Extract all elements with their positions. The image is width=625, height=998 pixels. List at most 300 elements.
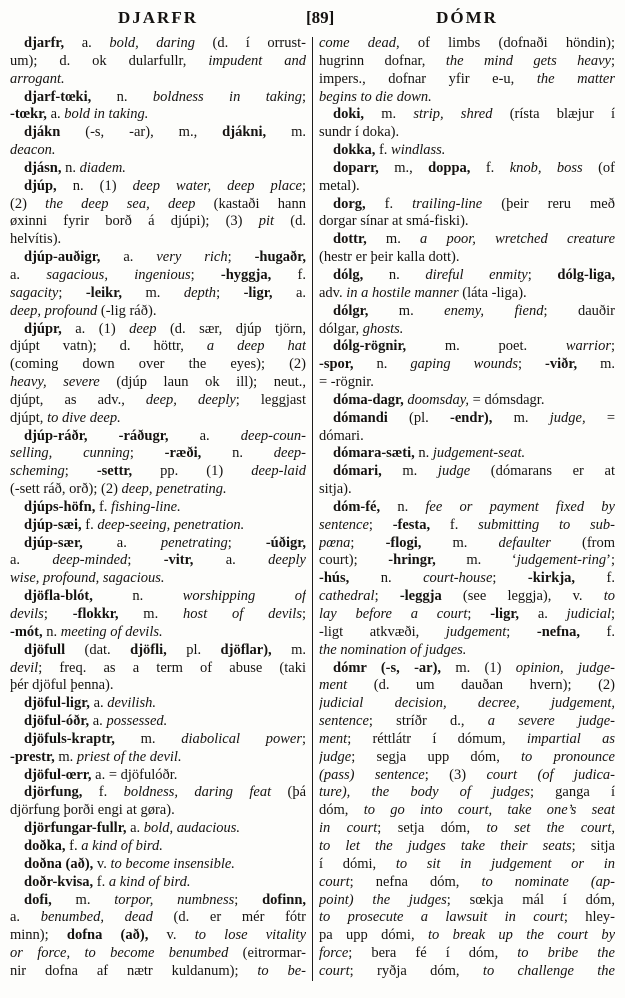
text-line (10, 802, 306, 820)
headword-text: doki, (333, 106, 365, 123)
body-text: a. (46, 106, 65, 123)
headword-text: doðka, (24, 837, 66, 854)
headword-text: -vitr, (163, 552, 194, 569)
headword-text: -viðr, (545, 356, 578, 373)
body-text: ; (234, 891, 263, 908)
body-text: = (585, 409, 615, 426)
body-text: (see leggja), v. (441, 588, 604, 605)
gloss-text: very rich (156, 249, 228, 266)
body-text: f. (375, 142, 392, 159)
body-text: m. (266, 124, 306, 141)
headword-text: dofna (að), (66, 927, 149, 944)
body-text: n. (42, 623, 61, 640)
body-text: m. (492, 409, 550, 426)
body-text: of limbs (dofnaði höndin); (399, 35, 615, 51)
headword-text: dóma-dagr, (333, 391, 404, 408)
text-line (10, 535, 306, 553)
body-text: v. (93, 855, 111, 872)
gloss-text: judicial decision, decree, judgement, (319, 695, 615, 712)
headword-text: djarf-tœki, (24, 88, 92, 105)
gloss-text: to be- (257, 962, 306, 979)
body-text: ; (64, 463, 97, 480)
body-text: (-lig ráð). (97, 302, 157, 319)
body-text: pp. (1) (132, 463, 252, 480)
headword-text: djörfungar-fullr, (24, 820, 127, 837)
body-text: n. (414, 445, 433, 462)
gloss-text: doomsday, (407, 391, 470, 408)
body-text: f. (82, 784, 124, 801)
text-line (319, 53, 615, 71)
headword-text: dólgr, (333, 302, 369, 319)
text-line (319, 713, 615, 731)
body-text: a. (1) (61, 320, 130, 337)
headword-text: djákni, (222, 124, 267, 141)
body-text: (rísta blæjur í (492, 106, 615, 123)
gloss-text: devil (10, 659, 39, 676)
body-text: court); (319, 552, 389, 569)
text-body (0, 28, 625, 987)
gloss-text: bold, daring (109, 35, 195, 51)
headword-text: doðr-kvisa, (24, 873, 94, 890)
text-line (10, 660, 306, 678)
text-line (10, 731, 306, 749)
gloss-text: deacon. (10, 142, 56, 159)
body-text: (pl. (387, 409, 451, 426)
headword-text: dokka, (333, 142, 376, 159)
running-header (0, 0, 625, 28)
header-first-headword: DJARFR (118, 8, 198, 27)
body-text: ; (190, 266, 221, 283)
text-line (10, 71, 306, 89)
body-text: djúpt vatn); d. höttr, (10, 338, 207, 355)
gloss-text: court (319, 962, 350, 979)
headword-text: -ligr, (490, 606, 520, 622)
body-text: þér djöful þenna). (10, 677, 114, 694)
text-line (319, 410, 615, 428)
body-text: a. (193, 552, 269, 569)
gloss-text: point) the judges (319, 891, 447, 908)
gloss-text: to nominate (ap- (481, 873, 615, 890)
text-line (10, 606, 306, 624)
headword-text: djúp-sær, (24, 534, 83, 551)
text-line (10, 106, 306, 124)
headword-text: djúp-ráðr, -ráðugr, (24, 427, 169, 444)
body-text: f. (81, 516, 98, 533)
headword-text: -tœkr, (10, 106, 47, 123)
gloss-text: to let the judges take their seats (319, 837, 572, 854)
text-line (319, 124, 615, 142)
gloss-text: deep-minded (52, 552, 128, 569)
headword-text: dólg-rögnir, (333, 338, 407, 355)
body-text: ; (127, 552, 164, 569)
text-line (319, 535, 615, 553)
body-text: n. (61, 159, 80, 176)
text-line (319, 71, 615, 89)
body-text: n. (353, 356, 411, 373)
text-line (10, 196, 306, 214)
headword-text: -hringr, (388, 552, 436, 569)
body-text: a. (64, 35, 110, 51)
body-text: (láta -liga). (458, 284, 527, 301)
headword-text: -leggja (399, 588, 442, 605)
gloss-text: fishing-line. (111, 498, 181, 515)
body-text: m. ‘ (435, 552, 517, 569)
gloss-text: to bribe the (517, 945, 615, 962)
body-text: a. (10, 552, 53, 569)
gloss-text: devilish. (107, 695, 156, 712)
gloss-text: deep (129, 320, 157, 337)
gloss-text: ment (319, 730, 348, 747)
text-line (319, 927, 615, 945)
body-text: n. (1) (56, 177, 133, 194)
text-line (10, 267, 306, 285)
body-text: dorgar sínar at smá-fiski). (319, 213, 469, 230)
gloss-text: pœna (319, 534, 351, 551)
headword-text: djúps-höfn, (24, 498, 96, 515)
gloss-text: enemy, fiend (444, 302, 544, 319)
body-text: ; (3) (424, 766, 487, 783)
text-line (319, 909, 615, 927)
body-text: ; (374, 588, 400, 605)
headword-text: -endr), (450, 409, 493, 426)
headword-text: -úðigr, (265, 534, 306, 551)
gloss-text: to go into court, take one’s seat (363, 802, 615, 819)
headword-text: dómari, (333, 463, 382, 480)
body-text: f. (470, 159, 510, 176)
body-text: a. (519, 606, 567, 622)
text-line (319, 499, 615, 517)
text-line (319, 677, 615, 695)
body-text: djúpt, (10, 409, 48, 426)
text-line (10, 624, 306, 642)
body-text: djörfung þorði engi at gøra). (10, 802, 175, 819)
text-line (319, 695, 615, 713)
gloss-text: the deep sea, deep (45, 195, 196, 212)
body-text: a. (10, 909, 41, 926)
gloss-text: to become insensible. (110, 855, 235, 872)
gloss-text: penetrating (160, 534, 228, 551)
gloss-text: direful enmity (425, 266, 528, 283)
gloss-text: to sit in judgement or in (395, 855, 615, 872)
body-text: n. (201, 445, 274, 462)
gloss-text: possessed. (106, 713, 168, 730)
left-column (10, 35, 306, 987)
headword-text: -leikr, (85, 284, 122, 301)
body-text: a. (168, 427, 241, 444)
text-line (319, 321, 615, 339)
text-line (10, 428, 306, 446)
gloss-text: to (603, 588, 615, 605)
text-line (319, 820, 615, 838)
body-text: m. (366, 231, 421, 248)
headword-text: dofi, (24, 891, 52, 908)
body-text: m. (1) (441, 659, 516, 676)
gloss-text: deep, penetrating. (121, 481, 227, 498)
text-line (10, 53, 306, 71)
text-line (319, 588, 615, 606)
gloss-text: pit (258, 213, 275, 230)
text-line (10, 142, 306, 160)
text-line (319, 481, 615, 499)
gloss-text: judge, (549, 409, 586, 426)
headword-text: doparr, (333, 159, 379, 176)
body-text: a. = djöfulóðr. (91, 766, 178, 783)
body-text: um); d. ok dularfullr, (10, 52, 209, 69)
body-text: ; stríðr d., (368, 713, 488, 730)
headword-text: djúp-sæi, (24, 516, 82, 533)
gloss-text: court (of judica- (486, 766, 615, 783)
headword-text: dómr (-s, -ar), (333, 659, 442, 676)
text-line (10, 374, 306, 392)
gloss-text: to dive deep. (47, 409, 121, 426)
gloss-text: windlass. (391, 142, 446, 159)
text-line (10, 767, 306, 785)
headword-text: -hugaðr, (254, 249, 306, 266)
gloss-text: lay before a court (319, 606, 468, 622)
headword-text: dorg, (333, 195, 366, 212)
text-line (319, 463, 615, 481)
body-text: ; freq. as a term of abuse (taki (38, 659, 306, 676)
body-text: ; ryðja dóm, (349, 962, 483, 979)
headword-text: -nefna, (536, 623, 580, 640)
headword-text: doðna (að), (24, 855, 94, 872)
body-text: (hestr er þeir kalla dott). (319, 249, 460, 266)
body-text: (d. er mér fótr (152, 909, 306, 926)
body-text: f. (95, 498, 112, 515)
text-line (319, 660, 615, 678)
text-line (319, 338, 615, 356)
headword-text: dottr, (333, 231, 367, 248)
body-text: (d. (274, 213, 306, 230)
gloss-text: a kind of bird. (108, 873, 191, 890)
gloss-text: cathedral (319, 588, 375, 605)
gloss-text: boldness, daring feat (123, 784, 272, 801)
body-text: m. (577, 356, 615, 373)
gloss-text: or force, to become benumbed (10, 945, 229, 962)
gloss-text: the nomination of judges. (319, 641, 467, 658)
body-text: m. (54, 748, 77, 765)
headword-text: djöfull (24, 641, 66, 658)
body-text: hugrinn dofnar, (319, 52, 446, 69)
body-text: ; (610, 606, 615, 622)
body-text: m. poet. (406, 338, 566, 355)
headword-text: -settr, (96, 463, 133, 480)
gloss-text: a deep hat (206, 338, 306, 355)
gloss-text: (pass) sentence (319, 766, 425, 783)
gloss-text: a poor, wretched creature (420, 231, 615, 248)
gloss-text: come dead, (319, 35, 400, 51)
body-text: f. (575, 570, 615, 587)
body-text: -ligt atkvæði, (319, 623, 446, 640)
gloss-text: the matter (536, 70, 615, 87)
gloss-text: trailing-line (412, 195, 483, 212)
body-text: m. (381, 463, 438, 480)
text-line (319, 89, 615, 107)
headword-text: dómandi (333, 409, 388, 426)
body-text: f. (365, 195, 413, 212)
gloss-text: impartial as (526, 730, 615, 747)
headword-text: -prestr, (10, 748, 55, 765)
body-text: ; hley- (563, 909, 615, 926)
body-text: m. (51, 891, 115, 908)
text-line (10, 392, 306, 410)
text-line (10, 249, 306, 267)
body-text: a. (10, 266, 47, 283)
body-text: m. (364, 106, 414, 123)
headword-text: djöful-ligr, (24, 695, 90, 712)
text-line (319, 303, 615, 321)
text-line (319, 945, 615, 963)
headword-text: djarfr, (24, 35, 65, 51)
text-line (10, 89, 306, 107)
body-text: pl. (166, 641, 221, 658)
body-text: a. (82, 534, 161, 551)
gloss-text: in a hostile manner (346, 284, 459, 301)
body-text: m. (114, 730, 182, 747)
text-line (319, 231, 615, 249)
text-line (319, 160, 615, 178)
text-line (319, 445, 615, 463)
body-text: ; nefna dóm, (349, 873, 482, 890)
headword-text: dólg-liga, (557, 266, 615, 283)
body-text: (þeir reru með (482, 195, 615, 212)
body-text: ; (301, 606, 306, 622)
gloss-text: sagacious, ingenious (46, 266, 191, 283)
text-line (319, 642, 615, 660)
text-line (10, 499, 306, 517)
body-text: f. (65, 837, 82, 854)
gloss-text: deep-coun- (240, 427, 306, 444)
text-line (10, 552, 306, 570)
headword-text: -ligr, (243, 284, 273, 301)
text-line (319, 749, 615, 767)
headword-text: -kirkja, (527, 570, 576, 587)
text-line (319, 428, 615, 446)
body-text: ; (301, 730, 306, 747)
text-line (319, 267, 615, 285)
body-text: (-s, -ar), m., (60, 124, 223, 141)
headword-text: -flokkr, (72, 606, 119, 622)
text-line (319, 356, 615, 374)
body-text: (eitrormar- (228, 945, 306, 962)
headword-text: djöful-óðr, (24, 713, 90, 730)
column-divider (312, 37, 313, 981)
text-line (319, 213, 615, 231)
headword-text: -ræði, (164, 445, 202, 462)
body-text: (-sett ráð, orð); (2) (10, 481, 122, 498)
headword-text: dólg, (333, 266, 364, 283)
text-line (10, 874, 306, 892)
body-text: (2) (10, 195, 46, 212)
text-line (10, 303, 306, 321)
gloss-text: submitting to sub- (478, 516, 615, 533)
body-text: (from (550, 534, 615, 551)
text-line (319, 963, 615, 981)
body-text: ; (527, 266, 558, 283)
headword-text: djúp-auðigr, (24, 249, 101, 266)
body-text: ; (227, 249, 255, 266)
text-line (319, 784, 615, 802)
headword-text: dofinn, (262, 891, 306, 908)
gloss-text: to set the court, (486, 820, 615, 837)
body-text: m. (271, 641, 306, 658)
body-text: (coming down over the eyes); (2) (10, 356, 306, 373)
body-text: n. (363, 266, 426, 283)
body-text: sundr í doka). (319, 124, 400, 141)
gloss-text: court-house (423, 570, 493, 587)
text-line (10, 642, 306, 660)
text-line (319, 731, 615, 749)
text-line (10, 517, 306, 535)
body-text: (of (582, 159, 615, 176)
headword-text: -flogi, (385, 534, 422, 551)
body-text: a. (100, 249, 157, 266)
gloss-text: diabolical power (181, 730, 302, 747)
text-line (10, 749, 306, 767)
body-text: a. (272, 284, 306, 301)
body-text: ; sœkja mál í dóm, (446, 891, 615, 908)
body-text: a. (89, 695, 108, 712)
text-line (10, 892, 306, 910)
gloss-text: diadem. (79, 159, 126, 176)
body-text: ; bera fé í dóm, (348, 945, 518, 962)
body-text: m. (118, 606, 184, 622)
page-number: [89] (306, 8, 335, 27)
gloss-text: boldness in taking (152, 88, 302, 105)
gloss-text: gaping wounds (410, 356, 518, 373)
gloss-text: depth (183, 284, 217, 301)
text-line (319, 178, 615, 196)
text-line (10, 695, 306, 713)
body-text: v. (148, 927, 195, 944)
gloss-text: fee or payment fixed by (425, 498, 615, 515)
text-line (319, 517, 615, 535)
text-line (319, 106, 615, 124)
gloss-text: the mind gets heavy (445, 52, 611, 69)
text-line (10, 481, 306, 499)
gloss-text: wise, profound, sagacious. (10, 570, 165, 587)
text-line (319, 249, 615, 267)
text-line (319, 142, 615, 160)
headword-text: djúpr, (24, 320, 62, 337)
gloss-text: a severe judge- (487, 713, 615, 730)
text-line (10, 838, 306, 856)
gloss-text: court (319, 873, 350, 890)
body-text: ; (517, 356, 546, 373)
headword-text: doppa, (428, 159, 471, 176)
headword-text: djöfla-blót, (24, 588, 93, 605)
text-line (10, 463, 306, 481)
text-line (10, 356, 306, 374)
gloss-text: selling, cunning (10, 445, 130, 462)
gloss-text: benumbed, dead (40, 909, 153, 926)
gloss-text: a kind of bird. (81, 837, 163, 854)
body-text: djúpt, as adv., (10, 391, 146, 408)
body-text: ; (129, 445, 165, 462)
body-text: ; (492, 570, 528, 587)
gloss-text: judgement (445, 623, 507, 640)
text-line (10, 124, 306, 142)
body-text: ; ganga í (529, 784, 615, 801)
header-last-headword: DÓMR (436, 8, 498, 27)
text-line (10, 713, 306, 731)
body-text: ; segja upp dóm, (351, 748, 522, 765)
text-line (10, 35, 306, 53)
gloss-text: host of devils (183, 606, 302, 622)
gloss-text: force (319, 945, 349, 962)
gloss-text: worshipping of (182, 588, 306, 605)
text-line (319, 767, 615, 785)
